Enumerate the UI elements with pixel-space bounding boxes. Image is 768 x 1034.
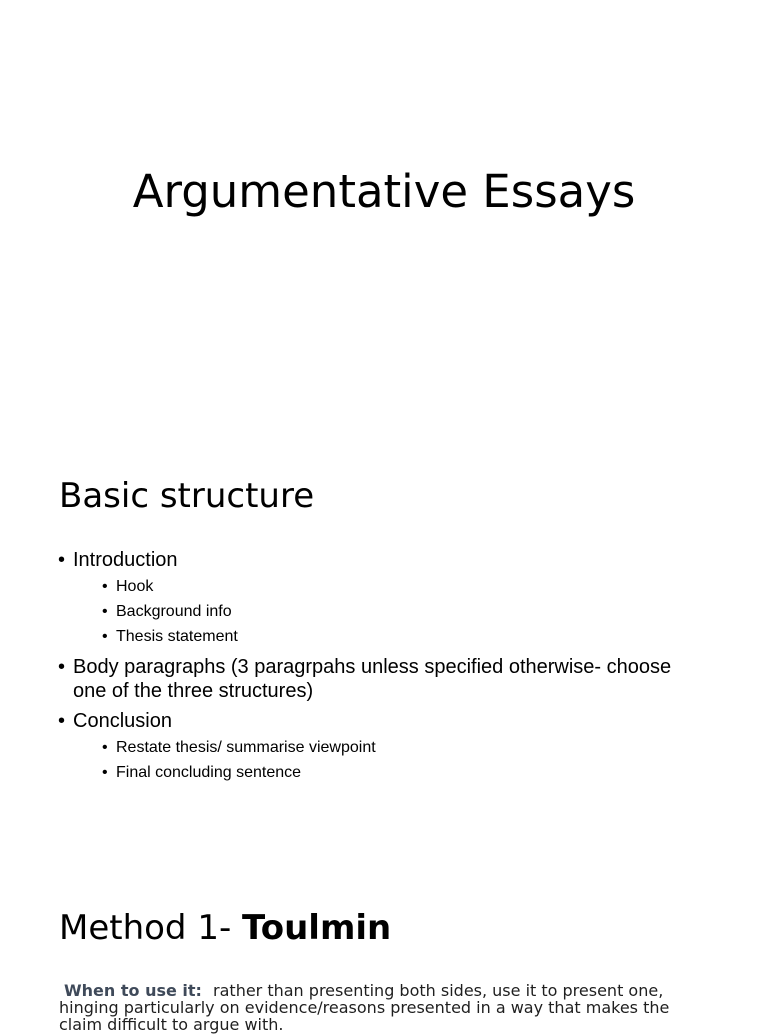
- when-to-use-text: rather than presenting both sides, use it to present one, hinging particularly on evidence/reasons presented in a way that makes the claim difficult to argue with.: [59, 981, 670, 1034]
- method-title-name: Toulmin: [242, 908, 392, 948]
- list-item: [58, 548, 698, 649]
- list-item-label: Conclusion: [73, 710, 172, 732]
- sub-list-item-label: Thesis statement: [116, 628, 238, 645]
- title-slide: [0, 0, 768, 432]
- list-item-label: Body paragraphs (3 paragrpahs unless specified otherwise- choose one of the three structures): [73, 656, 672, 702]
- sub-list-item: [102, 735, 698, 760]
- presentation-title: Argumentative Essays: [132, 165, 636, 218]
- list-item-label: Introduction: [73, 549, 178, 571]
- sub-list-item-label: Hook: [116, 578, 154, 595]
- sub-list-item: [102, 599, 698, 624]
- structure-list: [58, 548, 698, 791]
- method-slide: [0, 864, 768, 1034]
- sub-list: [73, 735, 698, 785]
- sub-list-item: [102, 624, 698, 649]
- sub-list: [73, 574, 698, 649]
- sub-list-item-label: Final concluding sentence: [116, 764, 302, 781]
- structure-slide: [0, 432, 768, 864]
- sub-list-item: [102, 760, 698, 785]
- when-to-use-label: When to use it:: [64, 981, 202, 1000]
- sub-list-item-label: Restate thesis/ summarise viewpoint: [116, 739, 376, 756]
- when-to-use-paragraph: [59, 982, 709, 1033]
- sub-list-item: [102, 574, 698, 599]
- method-slide-title: [59, 906, 391, 950]
- structure-slide-title: Basic structure: [59, 476, 315, 516]
- method-title-prefix: Method 1-: [59, 908, 243, 948]
- list-item: [58, 655, 698, 703]
- sub-list-item-label: Background info: [116, 603, 232, 620]
- list-item: [58, 709, 698, 785]
